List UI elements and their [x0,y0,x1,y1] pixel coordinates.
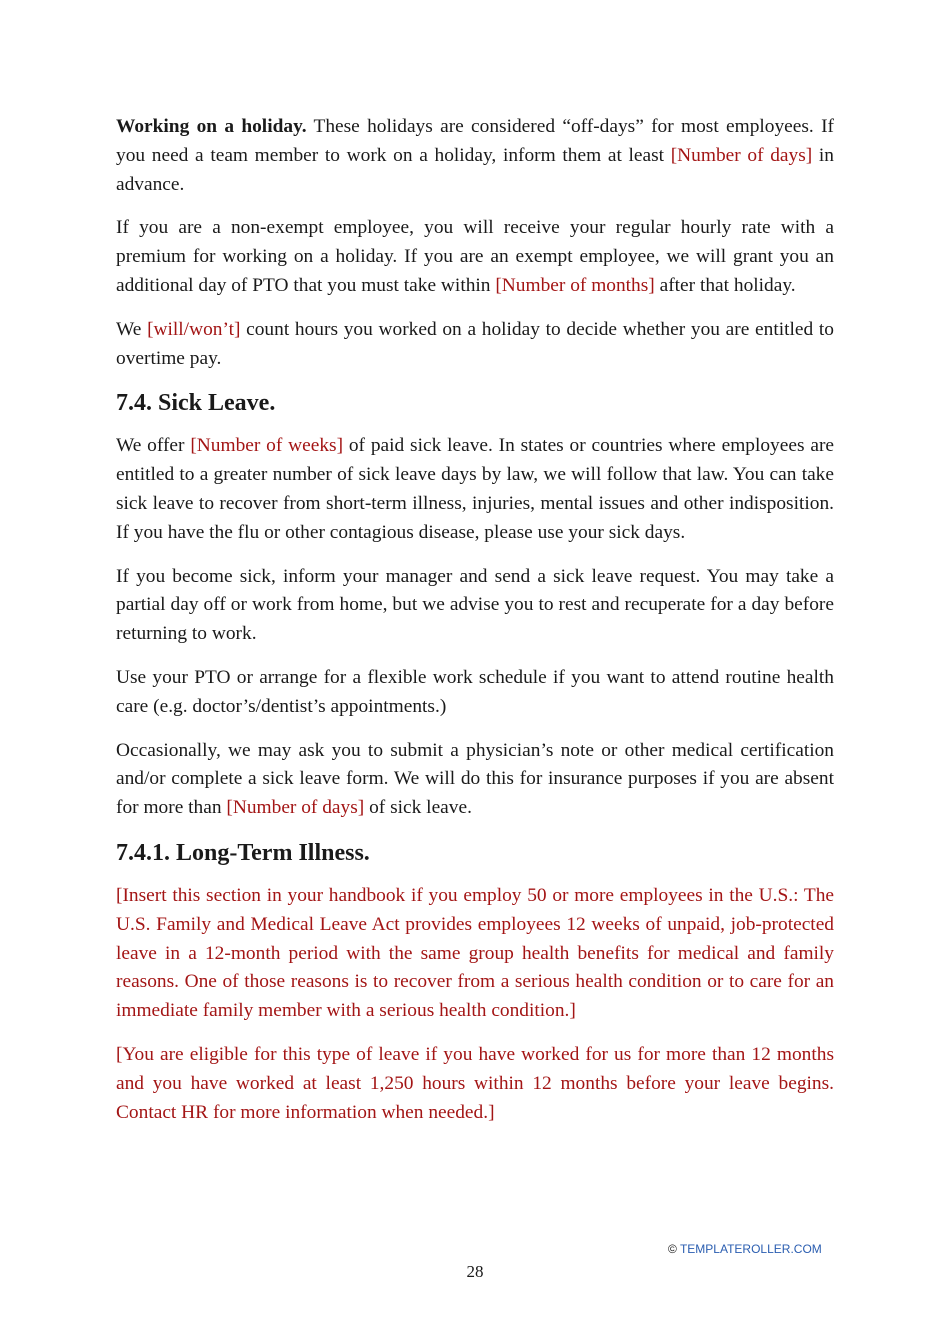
paragraph-physician-note [116,737,834,823]
text-run: We offer [116,435,191,457]
paragraph-sick-leave-offer [116,432,834,547]
copyright-symbol: © [668,1242,677,1256]
paragraph-sick-request: If you become sick, inform your manager and send a sick leave request. You may take a partial day off or work from home, but we advise you to rest and recuperate for a day before returning to work. [116,565,834,645]
text-run: after that holiday. [654,274,796,296]
text-run: We [116,318,148,340]
placeholder-number-of-days: [Number of days] [226,797,365,819]
paragraph-fmla-instruction: [Insert this section in your handbook if you employ 50 or more employees in the U.S.: The U.S. Family and Medical Leave Act provides employees 12 weeks of unpaid, job-protected leave in a 12-month period with the same group health benefits for medical and family reasons. One of those reasons is to recover from a serious health condition or to care for an immediate family member with a serious health condition.] [116,884,834,1022]
placeholder-number-of-months: [Number of months] [495,274,655,296]
run-in-heading: Working on a holiday. [116,116,307,137]
text-run: These holidays are considered “off-days” for most employees. If you need a team member to work on a holiday, inform them at least [116,116,834,166]
text-run: count hours you worked on a holiday to decide whether you are entitled to overtime pay. [116,318,834,369]
placeholder-number-of-weeks: [Number of weeks] [190,435,344,457]
text-run: Occasionally, we may ask you to submit a physician’s note or other medical certification and/or complete a sick leave form. We will do this for insurance purposes if you are absent for more than [116,739,834,819]
paragraph-routine-care: Use your PTO or arrange for a flexible work schedule if you want to attend routine health care (e.g. doctor’s/dentist’s appointments.) [116,666,834,717]
text-run: If you are a non-exempt employee, you will receive your regular hourly rate with a premium for working on a holiday. If you are an exempt employee, we will grant you an additional day of PTO that you must take within [116,217,834,296]
page-number: 28 [466,1262,484,1281]
text-run: in advance. [116,144,834,195]
paragraph-holiday-work [116,113,834,199]
text-run: of sick leave. [364,797,472,819]
paragraph-overtime [116,316,834,374]
brand-link[interactable]: TEMPLATEROLLER.COM [679,1242,822,1256]
document-page [116,113,834,1142]
section-heading-sick-leave: 7.4. Sick Leave. [116,390,276,417]
paragraph-fmla-eligibility: [You are eligible for this type of leave if you have worked for us for more than 12 months and you have worked at least 1,250 hours within 12 months before your leave begins. Contact HR for more information when needed.] [116,1043,834,1123]
footer-brand [668,1242,822,1256]
placeholder-number-of-days: [Number of days] [670,144,813,166]
text-run: of paid sick leave. In states or countries where employees are entitled to a greater number of sick leave days by law, we will follow that law. You can take sick leave to recover from short-term illness, injuries, mental issues and other indisposition. If you have the flu or other contagious disease, please use your sick days. [116,435,835,543]
section-heading-long-term-illness: 7.4.1. Long-Term Illness. [116,839,370,866]
placeholder-will-wont: [will/won’t] [147,318,241,340]
paragraph-exempt-pto [116,214,834,300]
